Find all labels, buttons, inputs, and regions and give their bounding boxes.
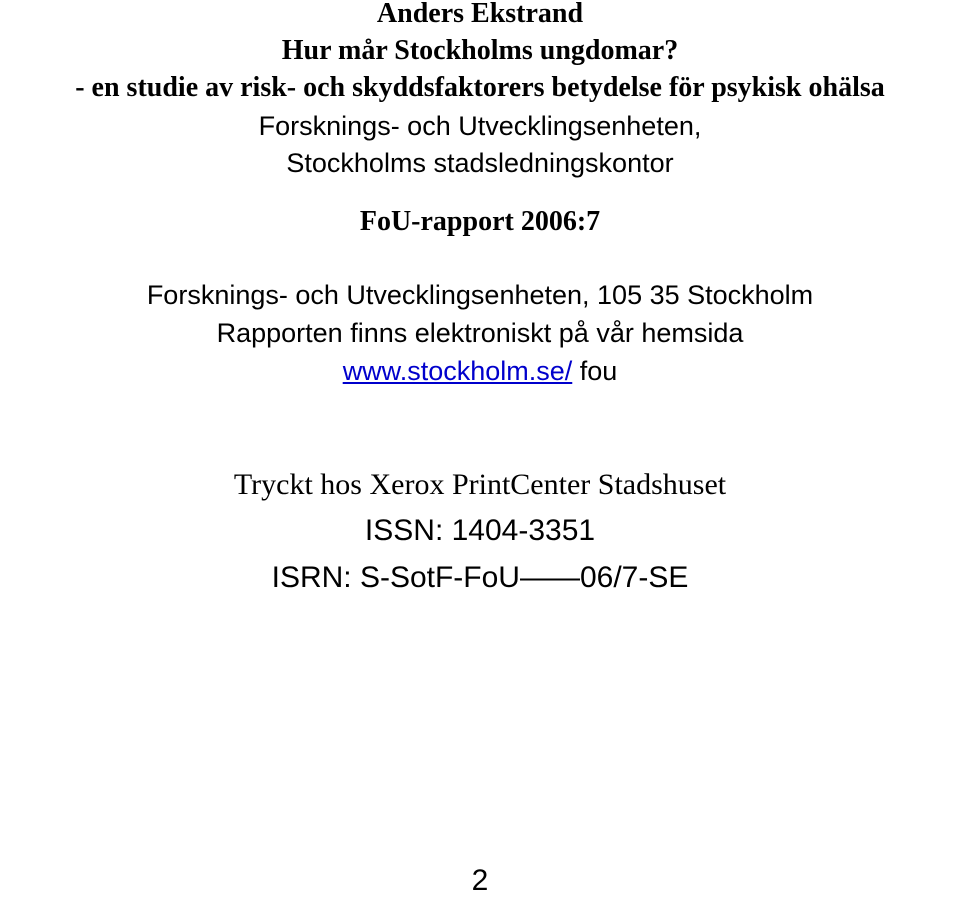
organization-line-1: Forsknings- och Utvecklingsenheten, — [258, 111, 702, 141]
website-suffix: fou — [572, 356, 618, 386]
report-number: FoU-rapport 2006:7 — [359, 206, 601, 237]
page-number: 2 — [471, 864, 489, 897]
postal-address: Forsknings- och Utvecklingsenheten, 105 35 Stockholm — [146, 280, 814, 310]
online-availability-note: Rapporten finns elektroniskt på vår hemsida — [216, 318, 744, 348]
issn-number: ISSN: 1404-3351 — [364, 514, 596, 547]
report-title: Hur mår Stockholms ungdomar? — [281, 35, 679, 66]
website-line — [0, 358, 960, 385]
printer-info: Tryckt hos Xerox PrintCenter Stadshuset — [233, 468, 727, 501]
isrn-number: ISRN: S-SotF-FoU——06/7-SE — [271, 561, 689, 594]
report-subtitle: - en studie av risk- och skyddsfaktorers betydelse för psykisk ohälsa — [75, 72, 885, 103]
website-link[interactable]: www.stockholm.se/ — [342, 356, 573, 386]
author-name: Anders Ekstrand — [376, 0, 584, 29]
organization-line-2: Stockholms stadsledningskontor — [286, 148, 674, 178]
